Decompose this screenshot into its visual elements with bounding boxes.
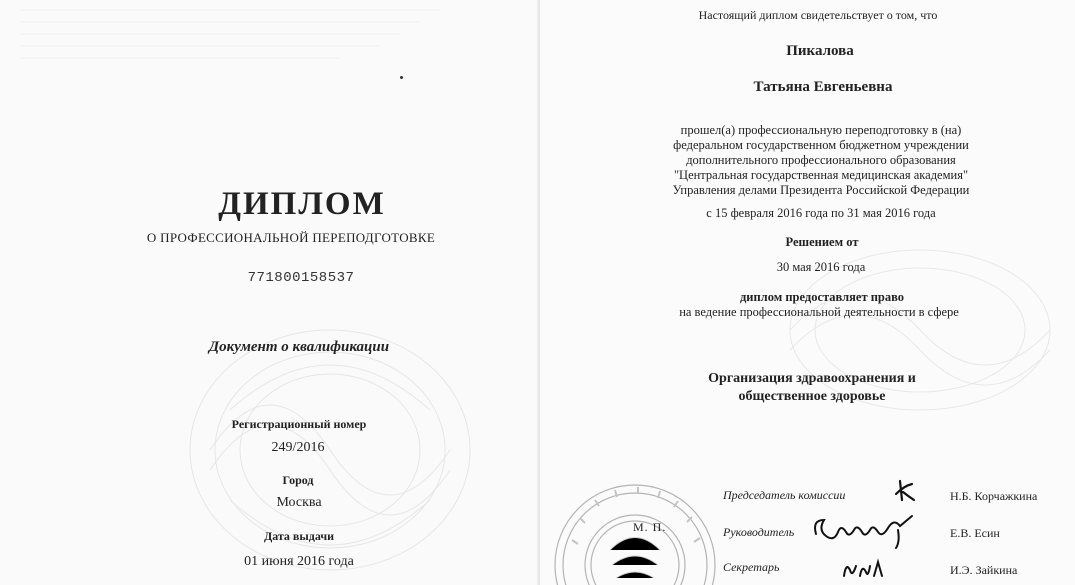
signature-role: Секретарь [723, 560, 780, 574]
ink-dot [400, 76, 403, 79]
right-page [540, 0, 1075, 585]
training-period: с 15 февраля 2016 года по 31 мая 2016 года [706, 206, 936, 220]
specialty: общественное здоровье [738, 389, 886, 404]
diploma-subtitle: О ПРОФЕССИОНАЛЬНОЙ ПЕРЕПОДГОТОВКЕ [146, 230, 436, 245]
faint-header-texture [20, 0, 440, 80]
training-line: федеральном государственном бюджетном учреждении [673, 138, 969, 152]
stamp-label: М. П. [633, 520, 667, 534]
issue-date-label: Дата выдачи [263, 529, 335, 543]
training-line: прошел(а) профессиональную переподготовку в (на) [680, 123, 962, 137]
training-line: "Центральная государственная медицинская академия" [673, 168, 969, 182]
right-statement: диплом предоставляет право [739, 290, 905, 304]
diploma-title: ДИПЛОМ [218, 186, 386, 222]
signatory-name: Е.В. Есин [950, 526, 1000, 540]
document-type: Документ о квалификации [208, 339, 390, 355]
holder-given-names: Татьяна Евгеньевна [753, 79, 893, 95]
training-line: дополнительного профессионального образования [686, 153, 956, 167]
registration-label: Регистрационный номер [231, 417, 367, 431]
right-statement: на ведение профессиональной деятельности в сфере [679, 305, 959, 319]
issue-date-value: 01 июня 2016 года [244, 554, 354, 569]
city-label: Город [282, 473, 314, 487]
decision-date: 30 мая 2016 года [776, 260, 866, 274]
intro-text: Настоящий диплом свидетельствует о том, что [698, 8, 938, 22]
handwritten-signature [808, 508, 918, 550]
training-line: Управления делами Президента Российской Федерации [672, 183, 970, 197]
signature-role: Руководитель [723, 525, 795, 539]
holder-surname: Пикалова [786, 43, 854, 59]
city-value: Москва [276, 495, 322, 510]
serial-number: 771800158537 [247, 270, 355, 286]
handwritten-signature [840, 556, 888, 582]
signatory-name: Н.Б. Корчажкина [950, 489, 1038, 503]
signature-role: Председатель комиссии [723, 488, 846, 502]
signatory-name: И.Э. Зайкина [950, 563, 1018, 577]
decision-label: Решением от [785, 235, 859, 249]
registration-value: 249/2016 [271, 440, 325, 455]
specialty: Организация здравоохранения и [708, 371, 916, 386]
handwritten-signature [890, 478, 920, 504]
